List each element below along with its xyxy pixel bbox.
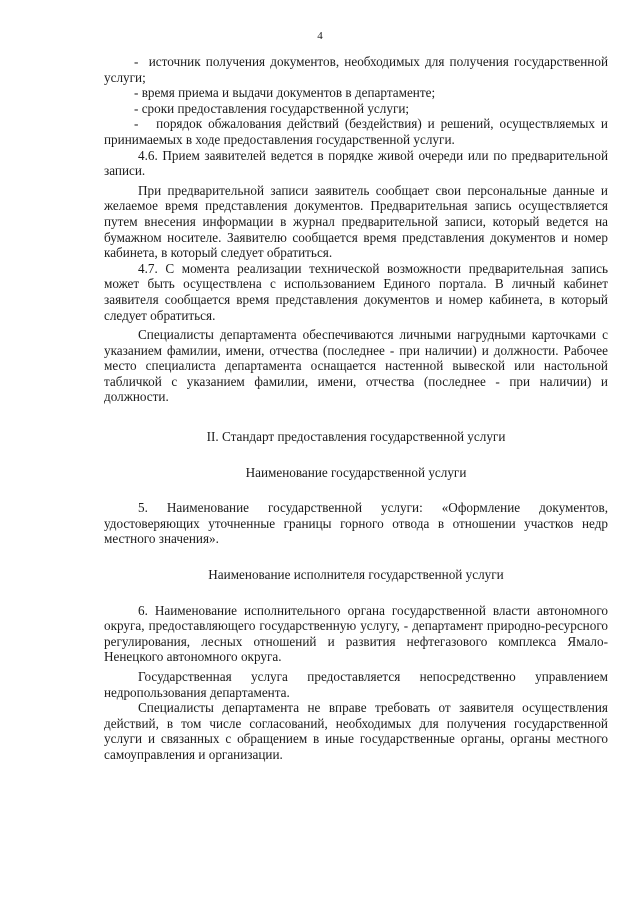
paragraph-5: 5. Наименование государственной услуги: «Оформление документов, удостоверяющих уточненные границы горного отвода в отношении участков недр местного значения». [104, 500, 608, 547]
subheading-service-name: Наименование государственной услуги [245, 464, 467, 480]
paragraph-preliminary-registration: При предварительной записи заявитель сообщает свои персональные данные и желаемое время представления документов. Предварительная запись осуществляется путем внесения информации в журнал предварительной записи, который ведется на бумажном носителе. Заявителю сообщается время представления документов и номер кабинета, в который следует обратиться. [104, 182, 608, 261]
paragraph-6: 6. Наименование исполнительного органа государственной власти автономного округа, предоставляющего государственную услугу, - департамент природно-ресурсного регулирования, лесных отношений и развития нефтегазового комплекса Ямало-Ненецкого автономного округа. [104, 602, 608, 665]
paragraph-specialists-restrictions: Специалисты департамента не вправе требовать от заявителя осуществления действий, в том числе согласований, необходимых для получения государственной услуги и связанных с обращением в иные государственные органы, органы местного самоуправления и организации. [104, 700, 608, 762]
list-item-document-source: - источник получения документов, необходимых для получения государственной услуги; [104, 54, 608, 85]
paragraph-4-7: 4.7. С момента реализации технической возможности предварительная запись может быть осуществлена с использованием Единого портала. В личный кабинет заявителя сообщается время представления документов и номер кабинета, в который следует обратиться. [104, 260, 608, 323]
subheading-service-executor: Наименование исполнителя государственной услуги [208, 567, 504, 583]
list-item-appeal-procedure: - порядок обжалования действий (бездействия) и решений, осуществляемых и принимаемых в ходе предоставления государственной услуги. [104, 116, 608, 147]
list-item-reception-time: - время приема и выдачи документов в департаменте; [134, 85, 436, 101]
paragraph-4-6: 4.6. Прием заявителей ведется в порядке живой очереди или по предварительной записи. [104, 147, 608, 179]
paragraph-service-provider: Государственная услуга предоставляется непосредственно управлением недропользования департамента. [104, 669, 608, 700]
paragraph-specialists-badges: Специалисты департамента обеспечиваются личными нагрудными карточками с указанием фамилии, имени, отчества (последнее - при наличии) и должности. Рабочее место специалиста департамента оснащается настенной вывеской или настольной табличкой с указанием фамилии, имени, отчества (последнее - при наличии) и должности. [104, 327, 608, 405]
document-body [104, 54, 608, 763]
section-title: II. Стандарт предоставления государственной услуги [206, 429, 506, 445]
list-item-service-terms: - сроки предоставления государственной услуги; [134, 100, 410, 116]
page-number: 4 [317, 30, 323, 42]
